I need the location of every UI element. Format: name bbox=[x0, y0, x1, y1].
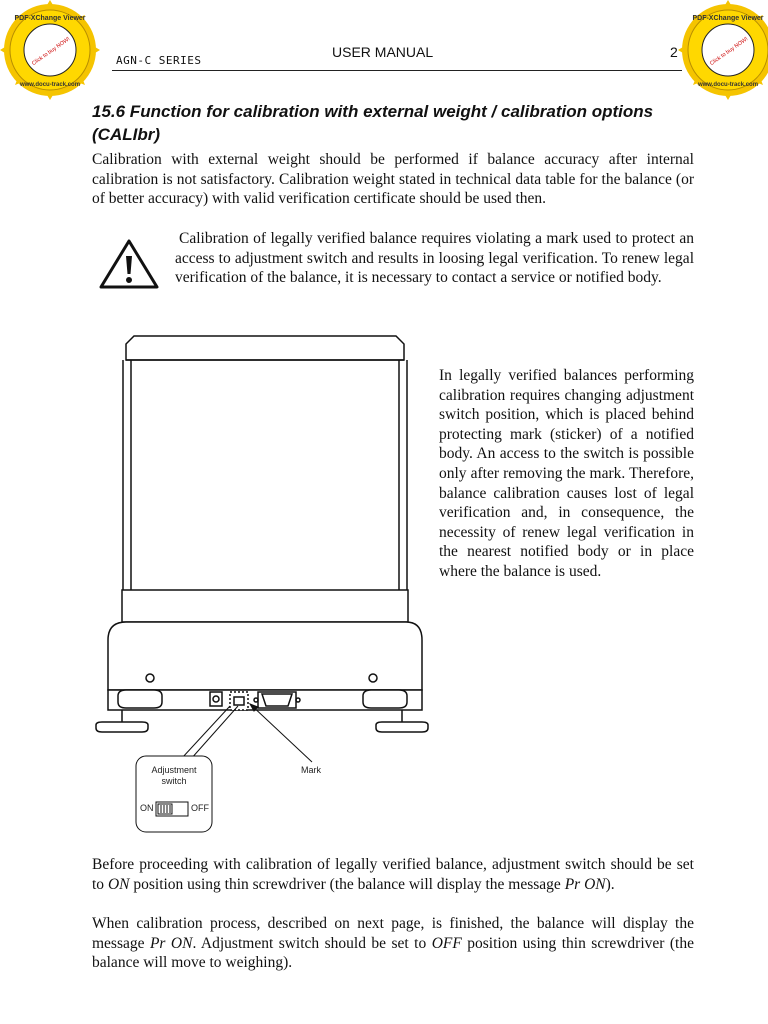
pdf-xchange-badge-left[interactable] bbox=[0, 0, 100, 100]
mark-label: Mark bbox=[301, 765, 321, 775]
pdf-xchange-badge-right[interactable] bbox=[678, 0, 768, 100]
svg-text:Click to buy NOW!: Click to buy NOW! bbox=[709, 36, 750, 67]
badge-sunburst-icon bbox=[0, 0, 100, 100]
callout-label-line1: Adjustment bbox=[151, 765, 197, 775]
switch-off-label: OFF bbox=[191, 803, 209, 813]
emphasis-pr-on: Pr ON bbox=[149, 934, 193, 952]
balance-diagram bbox=[90, 330, 430, 850]
text-run: ). bbox=[605, 875, 615, 893]
warning-paragraph: Calibration of legally verified balance requires violating a mark used to protect an access to adjustment switch and results in loosing legal verification. To renew legal verification of the balance, it is necessary to contact a service or notified body. bbox=[175, 230, 694, 287]
svg-text:PDF-XChange Viewer: PDF-XChange Viewer bbox=[692, 15, 764, 22]
callout-label-line2: switch bbox=[161, 776, 187, 786]
svg-text:www.docu-track.com: www.docu-track.com bbox=[19, 82, 81, 88]
text-run: position using thin screwdriver (the balance will display the message bbox=[129, 875, 565, 893]
svg-text:PDF-XChange Viewer: PDF-XChange Viewer bbox=[14, 15, 86, 22]
text-run: Before proceeding with calibration of legally verified balance, adjustment switch should be set to bbox=[92, 856, 694, 893]
switch-on-label: ON bbox=[140, 803, 154, 813]
text-run: position using thin screwdriver (the balance will move to weighing). bbox=[92, 934, 694, 972]
switch-off-paragraph bbox=[92, 914, 694, 973]
warning-icon bbox=[98, 238, 160, 290]
emphasis-pr-on: Pr ON bbox=[564, 875, 606, 893]
header-title: USER MANUAL bbox=[332, 44, 434, 60]
adjustment-switch-icon bbox=[156, 802, 188, 816]
text-run: . Adjustment switch should be set to bbox=[192, 934, 432, 952]
svg-text:www.docu-track.com: www.docu-track.com bbox=[697, 82, 759, 88]
text-run: When calibration process, described on next page, is finished, the balance will display the message bbox=[92, 915, 694, 952]
intro-paragraph: Calibration with external weight should be performed if balance accuracy after internal calibration is not satisfactory. Calibration weight stated in technical data table for the balance (or of better accuracy) with valid verification certificate should be used then. bbox=[92, 151, 694, 208]
emphasis-on: ON bbox=[107, 875, 130, 893]
switch-on-paragraph bbox=[92, 855, 694, 894]
section-title: 15.6 Function for calibration with external weight / calibration options (CALIbr) bbox=[92, 102, 654, 144]
badge-sunburst-icon bbox=[678, 0, 768, 100]
emphasis-off: OFF bbox=[431, 934, 462, 952]
header-series: AGN-C SERIES bbox=[116, 54, 202, 67]
svg-text:Click to buy NOW!: Click to buy NOW! bbox=[31, 36, 72, 67]
header-page-number: 2 bbox=[670, 44, 678, 60]
header-rule bbox=[112, 70, 682, 71]
side-note-paragraph: In legally verified balances performing calibration requires changing adjustment switch position, which is placed behind protecting mark (sticker) of a notified body. An access to the switch is possible only after removing the mark. Therefore, balance calibration causes lost of legal verification and, in consequence, the necessity of renew legal verification in the nearest notified body or in place where the balance is used. bbox=[439, 367, 694, 580]
